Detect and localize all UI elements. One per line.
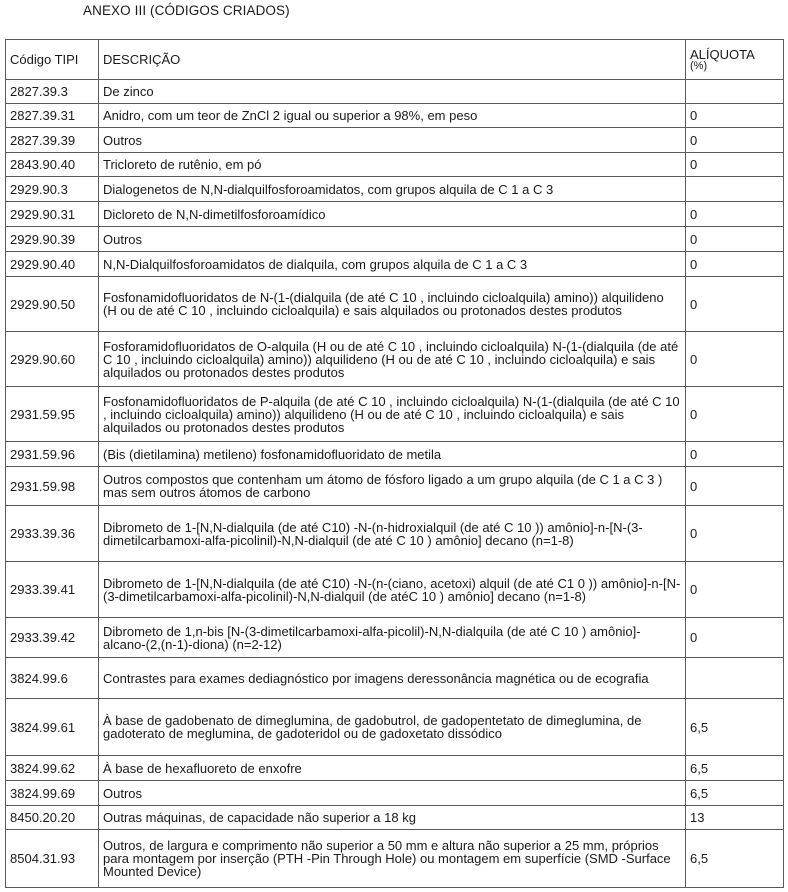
tipi-table bbox=[5, 39, 784, 888]
row-code: 3824.99.61 bbox=[6, 699, 99, 756]
row-code: 2843.90.40 bbox=[6, 153, 99, 177]
table-row bbox=[6, 177, 784, 202]
row-rate: 0 bbox=[686, 618, 784, 658]
row-description: Outras máquinas, de capacidade não superior a 18 kg bbox=[99, 806, 686, 830]
header-rate-unit: (%) bbox=[690, 59, 708, 72]
row-code: 2933.39.36 bbox=[6, 506, 99, 562]
row-code: 2929.90.39 bbox=[6, 227, 99, 252]
row-rate: 6,5 bbox=[686, 699, 784, 756]
row-rate: 6,5 bbox=[686, 756, 784, 781]
row-description: Anidro, com um teor de ZnCl 2 igual ou superior a 98%, em peso bbox=[99, 104, 686, 128]
row-code: 3824.99.6 bbox=[6, 658, 99, 699]
annex-heading: ANEXO III (CÓDIGOS CRIADOS) bbox=[83, 3, 290, 18]
row-code: 2929.90.50 bbox=[6, 277, 99, 332]
row-description: Contrastes para exames dediagnóstico por imagens deressonância magnética ou de ecografia bbox=[99, 658, 686, 699]
row-code: 3824.99.62 bbox=[6, 756, 99, 781]
row-rate: 0 bbox=[686, 332, 784, 387]
table-row bbox=[6, 506, 784, 562]
row-rate: 0 bbox=[686, 277, 784, 332]
row-rate: 6,5 bbox=[686, 781, 784, 806]
row-description: Fosforamidofluoridatos de O-alquila (H ou de até C 10 , incluindo cicloalquila) N-(1-(dialquila (de até C 10 , incluindo cicloalquila) amino)) alquilideno (H ou de até C 10 , incluindo cicloalquila) e sais alquilados ou protonados destes produtos bbox=[99, 332, 686, 387]
row-description: Outros bbox=[99, 781, 686, 806]
row-code: 2827.39.31 bbox=[6, 104, 99, 128]
table-row bbox=[6, 781, 784, 806]
row-description: Dibrometo de 1-[N,N-dialquila (de até C10) -N-(n-(ciano, acetoxi) alquil (de até C1 0 )) amônio]-n-[N-(3-dimetilcarbamoxi-alfa-picolinil)-N,N-dialquil (de atéC 10 ) amônio] decano (n=1-8) bbox=[99, 562, 686, 618]
row-description: (Bis (dietilamina) metileno) fosfonamidofluoridato de metila bbox=[99, 442, 686, 467]
table-row bbox=[6, 153, 784, 177]
row-code: 2929.90.60 bbox=[6, 332, 99, 387]
table-row bbox=[6, 699, 784, 756]
row-description: Dibrometo de 1-[N,N-dialquila (de até C10) -N-(n-hidroxialquil (de até C 10 )) amônio]-n-[N-(3-dimetilcarbamoxi-alfa-picolinil)-N,N-dialquil (de até C 10 ) amônio] decano (n=1-8) bbox=[99, 506, 686, 562]
table-row bbox=[6, 830, 784, 888]
row-rate: 0 bbox=[686, 442, 784, 467]
row-code: 2827.39.39 bbox=[6, 128, 99, 153]
table-row bbox=[6, 128, 784, 153]
row-description: Fosfonamidofluoridatos de N-(1-(dialquila (de até C 10 , incluindo cicloalquila) amino)) alquilideno (H ou de até C 10 , incluindo cicloalquila) e sais alquilados ou protonados destes produtos bbox=[99, 277, 686, 332]
row-rate: 0 bbox=[686, 387, 784, 442]
header-code: Código TIPI bbox=[6, 40, 99, 80]
row-description: Tricloreto de rutênio, em pó bbox=[99, 153, 686, 177]
row-code: 2827.39.3 bbox=[6, 80, 99, 104]
row-description: Fosfonamidofluoridatos de P-alquila (de até C 10 , incluindo cicloalquila) N-(1-(dialquila (de até C 10 , incluindo cicloalquila) amino)) alquilideno (H ou de até C 10 , incluindo cicloalquila) e sais alquilados ou protonados destes produtos bbox=[99, 387, 686, 442]
row-rate: 0 bbox=[686, 202, 784, 227]
row-rate: 0 bbox=[686, 153, 784, 177]
table-row bbox=[6, 467, 784, 506]
row-description: Dicloreto de N,N-dimetilfosforoamídico bbox=[99, 202, 686, 227]
row-rate: 0 bbox=[686, 506, 784, 562]
row-description: Dibrometo de 1,n-bis [N-(3-dimetilcarbamoxi-alfa-picolil)-N,N-dialquila (de até C 10 ) amônio]-alcano-(2,(n-1)-diona) (n=2-12) bbox=[99, 618, 686, 658]
table-row bbox=[6, 227, 784, 252]
row-code: 3824.99.69 bbox=[6, 781, 99, 806]
row-code: 2929.90.31 bbox=[6, 202, 99, 227]
row-code: 2929.90.3 bbox=[6, 177, 99, 202]
row-code: 2931.59.98 bbox=[6, 467, 99, 506]
row-description: Dialogenetos de N,N-dialquilfosforoamidatos, com grupos alquila de C 1 a C 3 bbox=[99, 177, 686, 202]
row-description: Outros, de largura e comprimento não superior a 50 mm e altura não superior a 25 mm, próprios para montagem por inserção (PTH -Pin Through Hole) ou montagem em superfície (SMD -Surface Mounted Device) bbox=[99, 830, 686, 888]
header-description: DESCRIÇÃO bbox=[99, 40, 686, 80]
row-code: 8450.20.20 bbox=[6, 806, 99, 830]
row-rate: 0 bbox=[686, 252, 784, 277]
row-description: Outros compostos que contenham um átomo de fósforo ligado a um grupo alquila (de C 1 a C 3 ) mas sem outros átomos de carbono bbox=[99, 467, 686, 506]
row-description: À base de hexafluoreto de enxofre bbox=[99, 756, 686, 781]
row-code: 2929.90.40 bbox=[6, 252, 99, 277]
table-row bbox=[6, 252, 784, 277]
row-description: De zinco bbox=[99, 80, 686, 104]
row-code: 8504.31.93 bbox=[6, 830, 99, 888]
row-description: À base de gadobenato de dimeglumina, de gadobutrol, de gadopentetato de dimeglumina, de gadoterato de meglumina, de gadoteridol ou de gadoxetato dissódico bbox=[99, 699, 686, 756]
table-row bbox=[6, 387, 784, 442]
row-rate: 6,5 bbox=[686, 830, 784, 888]
table-row bbox=[6, 80, 784, 104]
row-rate: 13 bbox=[686, 806, 784, 830]
row-code: 2931.59.95 bbox=[6, 387, 99, 442]
row-rate bbox=[686, 80, 784, 104]
table-row bbox=[6, 806, 784, 830]
row-code: 2933.39.42 bbox=[6, 618, 99, 658]
row-rate bbox=[686, 177, 784, 202]
row-description: Outros bbox=[99, 128, 686, 153]
table-row bbox=[6, 658, 784, 699]
table-row bbox=[6, 104, 784, 128]
row-rate: 0 bbox=[686, 562, 784, 618]
table-row bbox=[6, 332, 784, 387]
row-rate: 0 bbox=[686, 128, 784, 153]
row-description: Outros bbox=[99, 227, 686, 252]
table-row bbox=[6, 202, 784, 227]
row-rate: 0 bbox=[686, 227, 784, 252]
table-row bbox=[6, 442, 784, 467]
row-rate: 0 bbox=[686, 104, 784, 128]
table-row bbox=[6, 277, 784, 332]
row-code: 2931.59.96 bbox=[6, 442, 99, 467]
table-row bbox=[6, 756, 784, 781]
table-row bbox=[6, 562, 784, 618]
table-header-row bbox=[6, 40, 784, 80]
table-row bbox=[6, 618, 784, 658]
row-rate: 0 bbox=[686, 467, 784, 506]
header-rate-label: ALÍQUOTA bbox=[690, 46, 755, 62]
row-description: N,N-Dialquilfosforoamidatos de dialquila, com grupos alquila de C 1 a C 3 bbox=[99, 252, 686, 277]
header-rate bbox=[686, 40, 784, 80]
row-code: 2933.39.41 bbox=[6, 562, 99, 618]
row-rate bbox=[686, 658, 784, 699]
